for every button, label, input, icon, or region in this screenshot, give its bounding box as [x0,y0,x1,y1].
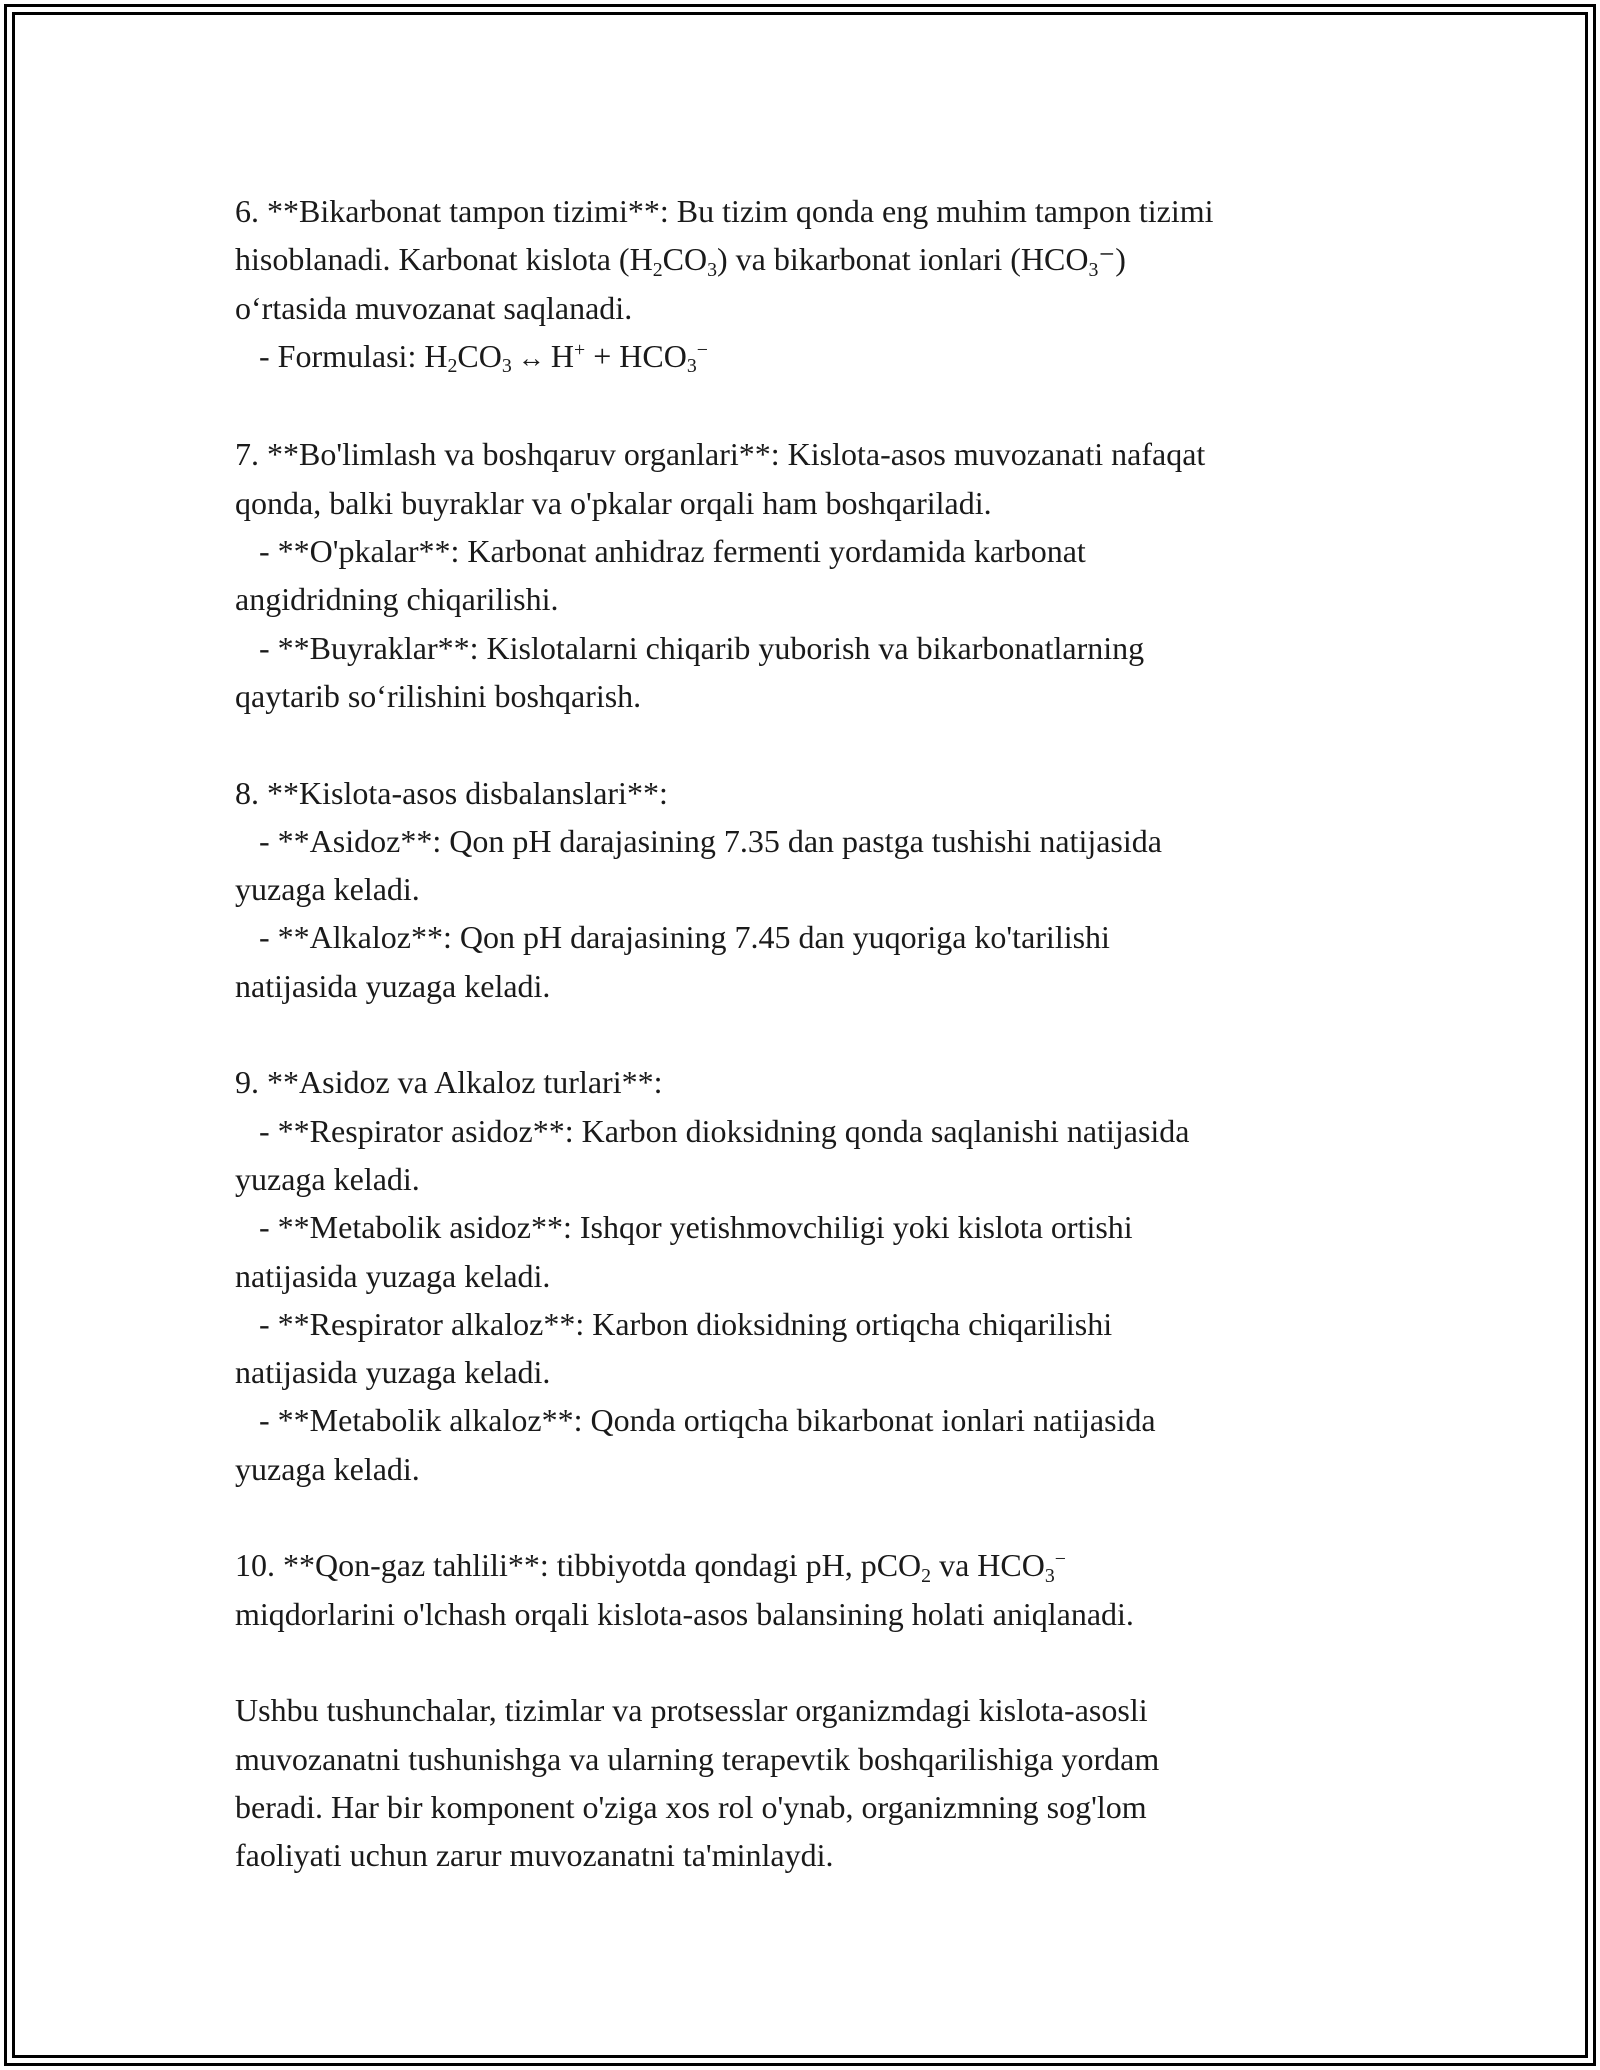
section-9-line-4: - **Metabolik asidoz**: Ishqor yetishmovchiligi yoki kislota ortishi [235,1209,1133,1246]
section-8 [235,769,1375,1010]
section-9 [235,1058,1375,1493]
closing-line-4: faoliyati uchun zarur muvozanatni ta'minlaydi. [235,1837,834,1874]
section-6 [235,187,1375,382]
closing-line-2: muvozanatni tushunishga va ularning terapevtik boshqarilishiga yordam [235,1740,1160,1777]
section-9-line-8: - **Metabolik alkaloz**: Qonda ortiqcha bikarbonat ionlari natijasida [235,1402,1156,1439]
section-9-line-3: yuzaga keladi. [235,1160,420,1197]
section-7-line-4: angidridning chiqarilishi. [235,581,559,618]
section-7-line-3: - **O'pkalar**: Karbonat anhidraz fermenti yordamida karbonat [235,533,1086,570]
closing-line-1: Ushbu tushunchalar, tizimlar va protsesslar organizmdagi kislota-asosli [235,1692,1148,1729]
section-7-line-5: - **Buyraklar**: Kislotalarni chiqarib yuborish va bikarbonatlarning [235,629,1145,666]
section-6-line-1: 6. **Bikarbonat tampon tizimi**: Bu tizim qonda eng muhim tampon tizimi [235,193,1214,229]
closing-paragraph [235,1686,1375,1879]
section-7-line-2: qonda, balki buyraklar va o'pkalar orqali ham boshqariladi. [235,484,992,521]
section-6-formula: - Formulasi: $H_2CO_3$ ↔ $H^+ + HCO_3^-$ [235,337,708,378]
section-8-line-2: - **Asidoz**: Qon pH darajasining 7.35 dan pastga tushishi natijasida [235,822,1162,859]
section-8-line-3: yuzaga keladi. [235,871,420,908]
section-7 [235,430,1375,720]
section-8-line-1: 8. **Kislota-asos disbalanslari**: [235,774,668,811]
section-9-line-2: - **Respirator asidoz**: Karbon dioksidning qonda saqlanishi natijasida [235,1112,1190,1149]
section-7-line-1: 7. **Bo'limlash va boshqaruv organlari**: Kislota-asos muvozanati nafaqat [235,436,1206,473]
section-10-line-1: 10. **Qon-gaz tahlili**: tibbiyotda qondagi pH, pCO$_2$ va $HCO_3^-$ [235,1547,1066,1587]
section-6-line-2: hisoblanadi. Karbonat kislota $(H_2CO_3)$ va bikarbonat ionlari $(HCO_3^-)$ [235,241,1126,281]
section-10 [235,1541,1375,1638]
section-10-line-2: miqdorlarini o'lchash orqali kislota-asos balansining holati aniqlanadi. [235,1595,1134,1632]
section-9-line-5: natijasida yuzaga keladi. [235,1257,551,1294]
section-9-line-9: yuzaga keladi. [235,1450,420,1487]
closing-line-3: beradi. Har bir komponent o'ziga xos rol o'ynab, organizmning sog'lom [235,1788,1147,1825]
section-9-line-1: 9. **Asidoz va Alkaloz turlari**: [235,1064,663,1101]
section-8-line-5: natijasida yuzaga keladi. [235,967,551,1004]
equilibrium-arrow-icon: ↔ [517,342,545,373]
section-9-line-6: - **Respirator alkaloz**: Karbon dioksidning ortiqcha chiqarilishi [235,1305,1113,1342]
document-body [235,187,1375,1879]
section-8-line-4: - **Alkaloz**: Qon pH darajasining 7.45 dan yuqoriga ko'tarilishi [235,919,1110,956]
section-9-line-7: natijasida yuzaga keladi. [235,1354,551,1391]
section-6-line-3: o‘rtasida muvozanat saqlanadi. [235,289,633,326]
section-7-line-6: qaytarib so‘rilishini boshqarish. [235,677,642,714]
